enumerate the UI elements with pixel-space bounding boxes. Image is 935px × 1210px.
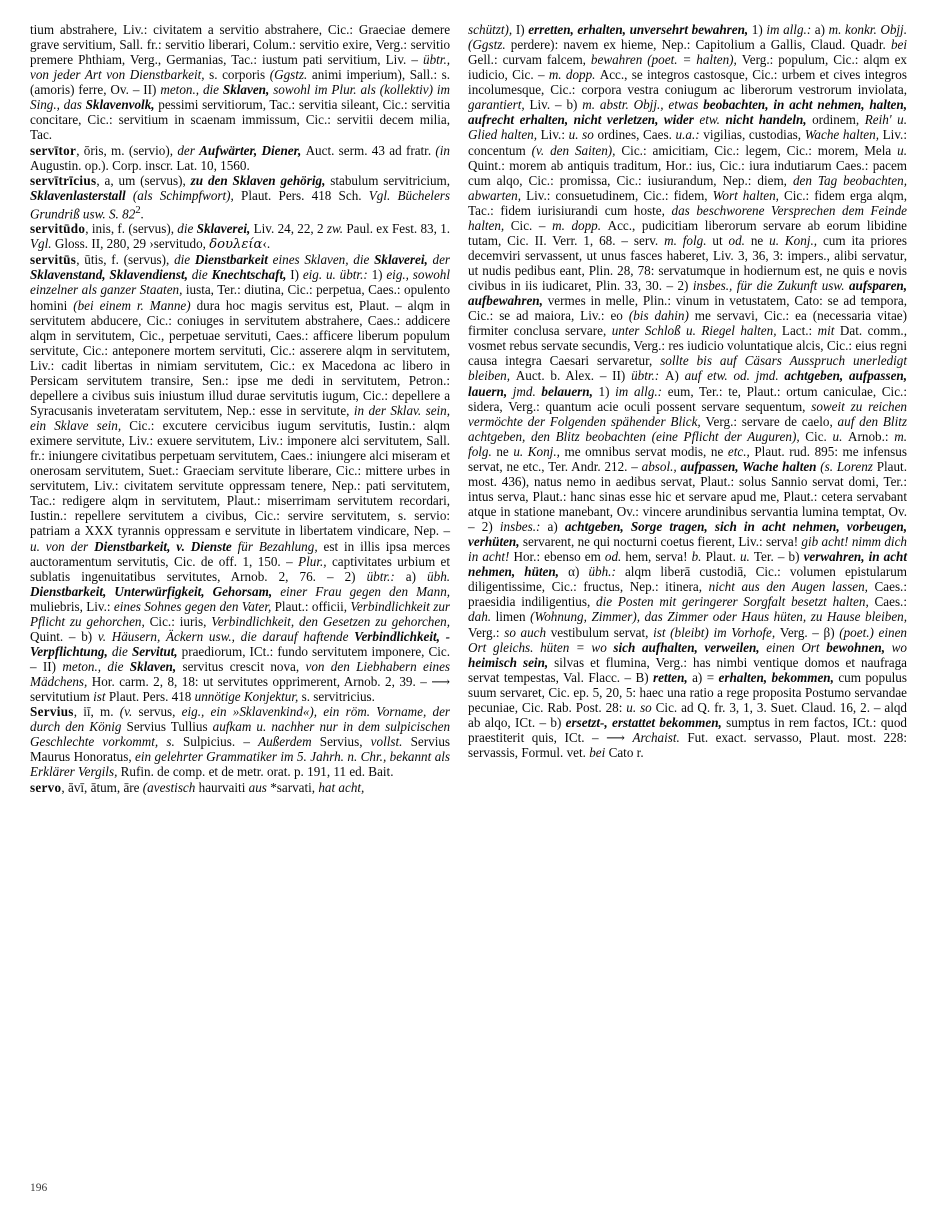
gloss-italic: schützt), [468,22,516,37]
latin-text: Plaut. Pers. 418 [108,689,195,705]
latin-text: Augustin. op.). Corp. inscr. Lat. 10, 1560. [30,157,250,173]
latin-text: Lact.: [781,323,818,339]
latin-text: Cato r. [608,745,644,760]
dictionary-entry [30,22,450,143]
latin-text: servarent, ne qui nocturni coetus fierent, Liv.: serva! [522,534,802,550]
greek-text: δουλεία [209,237,263,253]
latin-text: vermes in melle, Plin.: vinum in vetustatem, Cato: se ad tempora, Cic.: se ad maiora, Liv.: eo [468,293,907,324]
gloss-italic: aufkam u. nachher nur in dem sulpicischen Geschlechte vorkommt, s. [30,719,451,750]
gloss-italic: (bei einem r. Manne) [73,297,197,313]
gloss-italic: in der Sklav. sein, ein Sklave sein, [30,402,451,433]
gloss-italic: (als Schimpfwort), [132,187,242,203]
gloss-bold: retten, [653,669,693,685]
latin-text: 1) [371,267,387,283]
latin-text: Plaut. Pers. 418 Sch. [241,187,369,203]
latin-text: , iī, m. [73,704,120,720]
gloss-italic: eines Sklaven, die [272,252,375,268]
gloss-italic: im allg.: [766,22,815,37]
latin-text: a) = [692,669,719,685]
latin-text: limen [495,609,531,625]
gloss-italic: etw. [699,112,726,128]
gloss-italic: eig. u. übtr.: [302,267,372,283]
latin-text: stabulum servitricium, [330,172,451,188]
latin-text: iusta, Ter.: diutina, Cic.: perpetua, Caes.: opulento homini [30,282,451,313]
gloss-italic: ein gelehrter Grammatiker im 5. Jahrh. n. Chr., bekannt als Erklärer Vergils, [30,749,451,780]
gloss-italic: eig., ein »Sklavenkind«), ein röm. Vorname, der durch den König [30,704,451,735]
gloss-italic: (v. den Saiten), [531,142,622,158]
gloss-italic: u. Konj., [513,443,565,459]
gloss-italic: die [191,267,212,283]
latin-text: Liv.: [540,127,569,143]
gloss-italic: ist (bleibt) im Vorhofe, [653,624,780,640]
latin-text: Caes.: praesidia indiligentius, [468,579,907,610]
latin-text: tium abstrahere, Liv.: civitatem a servitio abstrahere, Cic.: Graeciae demere grave servitium, Sall. fr.: servitio liberari, Colum.: servitio exire, Verg.: servitio premere Phthiam, Verg., Germanias, Tac.: iustum pati servitium, Liv. – [30,22,451,68]
latin-text: me servavi, Cic.: ea (necessaria vitae) firmiter conclusa servare, [468,308,908,339]
gloss-italic: übh. [427,568,451,584]
gloss-italic: (poet.) einen Ort gleichs. hüten = wo [468,624,907,655]
gloss-italic: m. abstr. Objj., etwas [582,97,704,113]
latin-text: Auct. b. Alex. – II) [515,368,632,384]
dictionary-entry [30,221,450,252]
latin-text: A) [664,368,685,384]
gloss-italic: m. konkr. Objj. (Ggstz. [468,22,907,53]
gloss-italic: dah. [468,609,496,625]
latin-text: Rufin. de comp. et de metr. orat. p. 191, 11 ed. Bait. [120,764,394,780]
gloss-italic: b. [691,549,706,565]
gloss-italic: sollte bis auf Cäsars Ausspruch unerledigt bleiben, [468,353,908,384]
gloss-italic: auf etw. od. jmd. [684,368,785,384]
gloss-italic: . [140,206,145,222]
gloss-italic: v. Häusern, Äckern usw., die darauf haftende [97,628,355,644]
latin-text: Plaut. most. 436), natus nemo in aedibus servat, Plaut.: solus Sannio servat domi, Ter.: intus serva, Plaut.: hanc sinas esse hic et servare apud me, Plaut.: cetera servabant atque in statione manebant, Ov.: vincere arundinibus servantia lumina temptat, Ov. – 2) [468,458,907,535]
gloss-italic: übtr.: [631,368,665,384]
latin-text: Plaut. [705,549,740,565]
latin-text: cum populus suum servaret, Cic. ep. 5, 20, 5: haec una ratio a rege proposita Postumo servandae pecuniae, Cic. Rab. Post. 28: [468,669,907,715]
gloss-italic: absol., [641,458,681,474]
latin-text: Verg. – β) [779,624,840,640]
gloss-italic: jmd. [512,383,542,399]
gloss-bold: Dienstbarkeit, v. Dienste [94,538,238,554]
gloss-bold: Sklavenvolk, [85,97,159,113]
gloss-italic: (avestisch [142,779,199,795]
gloss-bold: Verbindlichkeit, -Verpflichtung, [30,628,451,659]
gloss-italic: den Tag beobachten, abwarten, [468,172,907,203]
headword: Servius [30,704,74,720]
dictionary-entry [30,173,450,222]
gloss-italic: nicht aus den Augen lassen, [708,579,875,595]
latin-text: , a, um (servus), [96,172,191,188]
latin-text: Arnob.: [848,428,895,444]
gloss-italic: aus [248,779,271,795]
latin-text: s. corporis [209,67,270,83]
latin-text: Liv. – b) [529,97,583,113]
latin-text: Acc., pudicitiam liberorum servare ab eorum libidine tutam, Cic. II. Verr. 1, 68. – serv. [468,217,907,248]
gloss-italic: u. so [568,127,598,143]
gloss-bold: heimisch sein, [468,654,555,670]
dictionary-entry [30,143,450,173]
latin-text: Plaut.: officii, [274,598,351,614]
latin-text: Plaut. rud. 895: me infensus servat, ne etc., Ter. Andr. 212. – [468,443,907,474]
gloss-bold: achtgeben, aufpassen, lauern, [468,368,907,399]
latin-text: haurvaiti [198,779,249,795]
latin-text: ordinem, [812,112,865,128]
gloss-italic: bei [890,37,907,53]
gloss-italic: insbes., für die Zukunft usw. [692,278,849,294]
left-column [30,22,450,795]
latin-text: me omnibus servat modis, ne [564,443,728,459]
latin-text: ordines, Caes. [597,127,676,143]
gloss-italic: sowohl im Plur. als (kollektiv) im Sing., das [30,82,451,113]
gloss-bold: nicht handeln, [725,112,813,128]
gloss-italic: die [111,643,132,659]
latin-text: Gloss. II, 280, 29 ›servitudo, [54,236,210,252]
gloss-bold: Sklaven, [129,659,183,674]
gloss-italic: einer Frau gegen den Mann, [280,583,451,599]
gloss-bold: bewohnen, [826,639,892,655]
headword: servītrīcius [30,172,97,188]
gloss-italic: od. [728,232,751,248]
latin-text: ne [496,443,514,459]
gloss-italic: u. so [626,699,656,715]
latin-text: captivitates urbium et sublatis ingenuitatibus servitutes, Arnob. 2, 76. – 2) [30,553,451,584]
latin-text: hem, serva! [625,549,692,565]
latin-text: Cic. ad Q. fr. 3, 1, 3. Suet. Claud. 16, 2. – alqd ab alqo, ICt. – b) [468,699,907,730]
gloss-italic: Archaist. [632,729,688,745]
gloss-italic: garantiert, [468,97,530,113]
gloss-italic: eines Sohnes gegen den Vater, [113,598,275,614]
gloss-italic: (Wohnung, Zimmer), das Zimmer oder Haus hüten, zu Hause bleiben, [530,609,908,625]
gloss-italic: das beschworene Versprechen dem Feinde halten, [468,202,907,233]
latin-text: est in illis ipsa merces auctoramentum servitutis, Cic. de off. 1, 150. – [30,538,451,569]
gloss-italic: (bis dahin) [628,308,695,324]
gloss-italic: u. [897,142,908,158]
gloss-italic: gib acht! nimm dich in acht! [468,534,907,565]
gloss-italic: meton., die [62,659,130,674]
gloss-italic: die Posten mit geringerer Sorgfalt besetzt halten, [596,594,875,610]
gloss-italic: so auch [504,624,551,640]
gloss-italic: Reih' u. Glied halten, [468,112,907,143]
gloss-italic: die [177,221,197,237]
latin-text: 1) [751,22,767,37]
gloss-italic: übtr.: [366,568,406,584]
latin-text: Caes.: [874,594,907,610]
gloss-italic: auf den Blitz achtgeben, den Blitz beobachten (eine Pflicht der Auguren), [468,413,907,444]
gloss-bold: Sklaverei, [196,221,254,237]
latin-text: α) [568,564,589,580]
latin-text: ut [712,232,729,248]
gloss-bold: aufsparen, aufbewahren, [468,278,908,309]
latin-text: Dat. comm., vosmet rebus servate secundis, Verg.: res iudicio voluntatique alcis, Cic.: eius regni causa integra Caesari servaretur, [468,323,907,369]
latin-text: servus, [138,704,182,720]
headword: servitūs [30,252,77,268]
latin-text: Servius Maurus Honoratus, [30,734,451,765]
latin-text: praediorum, ICt.: fundo servitutem imponere, Cic. – II) [30,643,451,674]
latin-text: perdere): navem ex hieme, Nep.: Capitolium a Gallis, Claud. Quadr. [510,37,891,53]
footnote-marker: 2 [135,203,141,216]
dictionary-entry [30,252,450,704]
latin-text: dura hoc magis servitus est, Plaut. – alqm in servitutem abducere, Cic.: coniuges in servitutem abstrahere, Caes.: addicere alqm in servitutem, Cic., perpetuae servituti, Caes.: afficere liberum populum servitute, Cic.: anteponere mortem servituti, Cic.: asserere alqm in servitutem, Liv.: cadit libertas in nimiam servitutem, Cic.: ex Macedona ac libero in Persicam servitutem transire, Sen.: ipse me dedi in servitutem, Petron.: depellere a civibus suis iniustum illud durae servitutis iugum, Cic.: depellere a Syracusanis inveteratam servitutem, Nep.: esse in servitute, [30,297,451,418]
latin-text: Servius, [319,734,371,750]
latin-text: sumptus in rem factos, ICt.: quod praestiterit quis, ICt. – ⟶ [468,714,907,745]
gloss-bold: belauern, [541,383,599,399]
latin-text: , inis, f. (servus), [85,221,178,237]
latin-text: I) [290,267,303,283]
latin-text: alqm liberā custodiā, Cic.: volumen epistularum diligentissime, Cic.: fructus, Nep.: itinera, [468,564,908,595]
gloss-italic: etc., [727,443,755,459]
headword: servitūdo [30,221,86,237]
latin-text: vestibulum servat, [550,624,654,640]
gloss-italic: der [177,142,200,158]
latin-text: , ōris, m. (servio), [76,142,178,158]
gloss-italic: u. Konj., [769,232,823,248]
gloss-italic: mit [817,323,840,339]
gloss-italic: hat acht, [318,779,365,795]
latin-text: Paul. ex Fest. 83, 1. [346,221,451,237]
gloss-italic: u. [739,549,754,565]
dictionary-entry [468,22,907,760]
gloss-italic: der [432,252,451,268]
page-columns [30,22,907,795]
gloss-bold: verwahren, in acht nehmen, hüten, [468,549,908,580]
latin-text: Gell.: curvam falcem, [468,52,591,68]
gloss-italic: einen Ort [766,639,827,655]
gloss-bold: Sklavenlasterstall [30,187,133,203]
latin-text: a) [547,519,565,535]
latin-text: 1) [598,383,616,399]
headword: servo [30,779,62,795]
gloss-italic: u. [832,428,849,444]
gloss-italic: Vgl. [30,236,55,252]
gloss-italic: u. von der [30,538,95,554]
gloss-bold: Aufwärter, Diener, [199,142,306,158]
latin-text: animi imperium), Sall.: s. (amoris) ferre, Ov. – II) [30,67,451,98]
latin-text: Hor.: ebenso em [513,549,605,565]
gloss-italic: Wort halten, [712,187,785,203]
latin-text: Cic.: amicitiam, Cic.: legem, Cic.: morem, Mela [621,142,898,158]
gloss-italic: Vgl. Büchelers Grundriß usw. S. 82 [30,187,451,222]
gloss-italic: m. folg. [468,428,907,459]
gloss-italic: Plur., [298,553,332,569]
gloss-italic: übtr., von jeder Art von Dienstbarkeit, [30,52,451,83]
latin-text: Cic. [805,428,833,444]
gloss-bold: sich aufhalten, verweilen, [613,639,767,655]
latin-text: I) [515,22,529,37]
page-number: 196 [30,1182,48,1194]
latin-text: silvas et flumina, Verg.: has nimbi ventique domos et naufraga servat tempestas, Val. Flacc. – B) [468,654,907,685]
gloss-bold: Dienstbarkeit [194,252,273,268]
latin-text: Liv.: concentum [468,127,907,158]
latin-text: Liv.: consuetudinem, Cic.: fidem, [526,187,713,203]
gloss-bold: Dienstbarkeit, Unterwürfigkeit, Gehorsam, [30,583,281,599]
gloss-bold: achtgeben, Sorge tragen, sich in acht nehmen, vorbeugen, verhüten, [468,519,907,550]
latin-text: Quint. – b) [30,628,98,644]
gloss-italic: unter Schloß u. Riegel halten, [611,323,782,339]
latin-text: Hor. carm. 2, 8, 18: ut servitutes opprimerent, Arnob. 2, 39. – ⟶ servitutium [30,674,451,705]
gloss-italic: insbes.: [499,519,548,535]
latin-text: Sulpicius. – [182,734,259,750]
dictionary-entry [30,704,450,779]
latin-text: Cic.: fidem erga alqm, Tac.: fidem iurisiurandi cum hoste, [468,187,908,218]
gloss-bold: erhalten, bekommen, [718,669,839,685]
latin-text: ‹. [262,236,271,252]
gloss-italic: unnötige Konjektur, [194,689,302,705]
latin-text: Liv. 24, 22, 2 [253,221,327,237]
latin-text: Verg.: [468,624,505,640]
right-column [468,22,907,760]
gloss-italic: od. [604,549,626,565]
gloss-italic: (in [435,142,451,158]
gloss-italic: Verbindlichkeit, den Gesetzen zu gehorchen, [211,613,451,629]
latin-text: Cic.: excutere cervicibus iugum servitutis, Iustin.: alqm eximere servitute, Liv.: exuere servitutem, Liv.: imponere alci servitutem, Sall. fr.: iniungere civitatibus perpetuam servitutem, Caes.: iniungere alci miseram et onerosam servitutem, Suet.: Graeciam servitute liberare, Cic.: mittere urbes in servitutem, Liv.: civitatem servitute oppressam tenere, Nep.: pati servitutem, Tac.: redigere alqm in servitutem, Plaut.: miserrimam servitutem recordari, Iustin.: repellere servitutem a civibus, Cic.: servire servitutem, s. servio: patriam a XXX tyrannis oppressam e servitute in libertatem vindicare, Nep. – [30,418,451,539]
gloss-italic: ist [93,689,109,705]
latin-text: Fut. exact. servasso, Plaut. most. 228: servassis, Formul. vet. [468,729,907,760]
latin-text: Auct. serm. 43 ad fratr. [305,142,436,158]
latin-text: Quint.: morem ab antiquis traditum, Hor.: ius, Cic.: iura indutiarum Caes.: pacem cum alqo, Cic.: promissa, Cic.: iusiurandum, Nep.: diem, [468,157,907,188]
latin-text: Acc., se integros castosque, Cic.: urbem et cives integros incolumesque, Cic.: corpora vestra coniugum ac liberorum vestrorum inviolata, [468,67,907,98]
gloss-italic: m. dopp. [548,67,600,83]
gloss-bold: ersetzt-, erstattet bekommen, [565,714,727,730]
gloss-bold: zu den Sklaven gehörig, [190,172,331,188]
gloss-italic: m. folg. [664,232,713,248]
latin-text: Verg.: populum, Cic.: alqm ex iudicio, Cic. – [468,52,907,83]
latin-text: *sarvati, [270,779,319,795]
gloss-italic: Verbindlichkeit zur Pflicht zu gehorchen, [30,598,451,629]
gloss-italic: soweit zu reichen vermöchte der Folgenden spähender Blick, [468,398,907,429]
gloss-bold: Sklavenstand, Sklavendienst, [30,267,192,283]
gloss-italic: eig., sowohl einzelner als ganzer Staaten, [30,267,451,298]
gloss-italic: (Ggstz. [269,67,312,83]
gloss-italic: von den Liebhabern eines Mädchens, [30,659,451,690]
gloss-italic: u.a.: [675,127,704,143]
gloss-italic: m. dopp. [552,217,608,233]
gloss-bold: Sklaven, [222,82,274,98]
gloss-italic: wo [891,639,907,655]
gloss-italic: (v. [119,704,139,720]
latin-text: s. servitricius. [301,689,375,705]
gloss-italic: im allg.: [615,383,668,399]
gloss-italic: meton., die [160,82,223,98]
latin-text: Ter. – b) [753,549,804,565]
latin-text: cum ita priores decemviri servassent, ut unus fasces haberet, Liv. 3, 36, 3: impers., alibi servatur, ut nudis pedibus eant, Plin. 28, 78: servatumque in hodiernum est, ne quis e novis civibus in iis iudicaret, Plin. 33, 30. – 2) [468,232,907,294]
latin-text: servitus crescit nova, [182,659,306,674]
latin-text: Cic.: iuris, [149,613,212,629]
gloss-bold: beobachten, in acht nehmen, halten, aufrecht erhalten, nicht verletzen, wider [468,97,907,128]
gloss-italic: für Bezahlung, [237,538,324,554]
latin-text: ne [750,232,770,248]
dictionary-entry [30,780,450,795]
gloss-italic: übh.: [588,564,625,580]
latin-text: muliebris, Liv.: [30,598,114,614]
latin-text: Verg.: servare de caelo, [705,413,838,429]
latin-text: , ūtis, f. (servus), [76,252,175,268]
latin-text: Cic. – [510,217,553,233]
latin-text: pessimi servitiorum, Tac.: servitia sileant, Cic.: servitia concitare, Cic.: servitium in scaenam immissum, Cic.: servitii decem milia, Tac. [30,97,451,143]
gloss-italic: (s. Lorenz [820,458,877,474]
latin-text: a) [814,22,829,37]
latin-text: vigilias, custodias, [703,127,805,143]
latin-text: Servius Tullius [126,719,213,735]
gloss-bold: Knechtschaft, [211,267,291,283]
gloss-italic: Wache halten, [804,127,883,143]
gloss-italic: bei [589,745,609,760]
headword: servītor [30,142,77,158]
gloss-bold: Sklaverei, [374,252,433,268]
gloss-italic: bewahren (poet. = halten), [590,52,742,68]
gloss-bold: erretten, erhalten, unversehrt bewahren, [528,22,752,37]
gloss-bold: aufpassen, Wache halten [680,458,821,474]
gloss-bold: Servitut, [131,643,182,659]
latin-text: eum, Ter.: te, Plaut.: ortum caniculae, Cic.: sidera, Verg.: quantum acie oculi possent servare sequentum, [468,383,907,414]
latin-text: a) [405,568,428,584]
gloss-italic: zw. [326,221,347,237]
gloss-italic: vollst. [370,734,411,750]
gloss-italic: Außerdem [258,734,320,750]
latin-text: , āvī, ātum, āre [61,779,143,795]
gloss-italic: die [174,252,195,268]
